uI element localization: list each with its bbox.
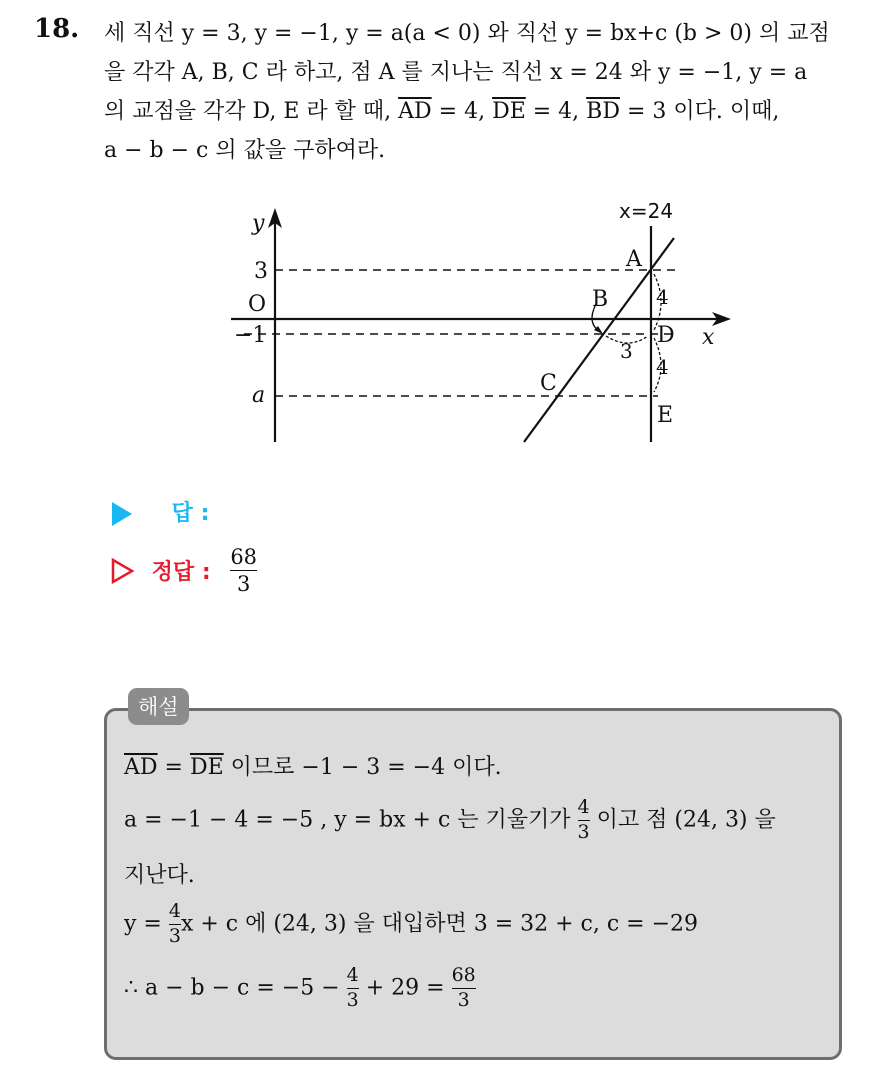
answer-label: 답 : [171, 501, 210, 526]
question-line-4: a − b − c 의 값을 구하여라. [104, 138, 386, 163]
point-b-label: B [592, 287, 609, 312]
solution-line-1: $\overline{AD} = \overline{DE}$ 이므로 −1 − 3 = −4 이다. [124, 755, 502, 780]
segment-ad: $\overline{AD}$ [398, 99, 432, 124]
tick-m1-label: −1 [234, 323, 267, 348]
question-text [104, 14, 874, 170]
point-a-label: A [626, 247, 642, 272]
origin-label: O [248, 292, 267, 317]
tick-3-label: 3 [254, 259, 268, 284]
seg-ad-label: 4 [656, 285, 669, 309]
solution-line-4: y = $\frac{4}{3}$ x + c 에 (24, 3) 을 대입하면 3 = 32 + c, c = −29 [124, 900, 699, 947]
segment-bd: $\overline{BD}$ [586, 99, 620, 124]
solution-tag: 해설 [128, 688, 189, 725]
question-line-2: 을 각각 A, B, C 라 하고, 점 A 를 지나는 직선 x = 24 와 y = −1, y = a [104, 60, 808, 85]
seg-de-label: 4 [656, 355, 669, 379]
point-d-label: D [657, 323, 675, 348]
point-e-label: E [657, 403, 674, 428]
correct-answer-label: 정답 : [151, 560, 211, 586]
correct-answer-row [110, 546, 257, 595]
tick-a-label: a [252, 383, 266, 408]
play-filled-icon [110, 501, 134, 527]
answer-row [110, 496, 209, 527]
correct-answer-value: $\frac{68}{3}$ [230, 545, 258, 597]
x24-label: x=24 [619, 199, 674, 223]
seg-bd-label: 3 [620, 339, 633, 363]
question-line-1: 세 직선 y = 3, y = −1, y = a(a < 0) 와 직선 y = bx+c (b > 0) 의 교점 [104, 21, 830, 46]
point-c-label: C [540, 371, 557, 396]
question-line-3: 의 교점을 각각 D, E 라 할 때, $\overline{AD} = 4$, $\overline{DE} = 4$, $\overline{BD} = 3$ 이다. 이때, [104, 99, 780, 124]
x-axis-label: x [702, 325, 715, 350]
play-outline-icon [110, 557, 136, 585]
solution-line-5: ∴ a − b − c = −5 − $\frac{4}{3}$ + 29 = $\frac{68}{3}$ [124, 964, 476, 1011]
y-axis-label: y [252, 211, 265, 236]
question-number: 18. [34, 14, 80, 44]
coordinate-figure [226, 196, 746, 448]
solution-line-2: a = −1 − 4 = −5 , y = bx + c 는 기울기가 $\frac{4}{3}$ 이고 점 (24, 3) 을 [124, 796, 776, 843]
segment-de: $\overline{DE}$ [492, 99, 526, 124]
solution-line-3: 지난다. [124, 863, 195, 888]
